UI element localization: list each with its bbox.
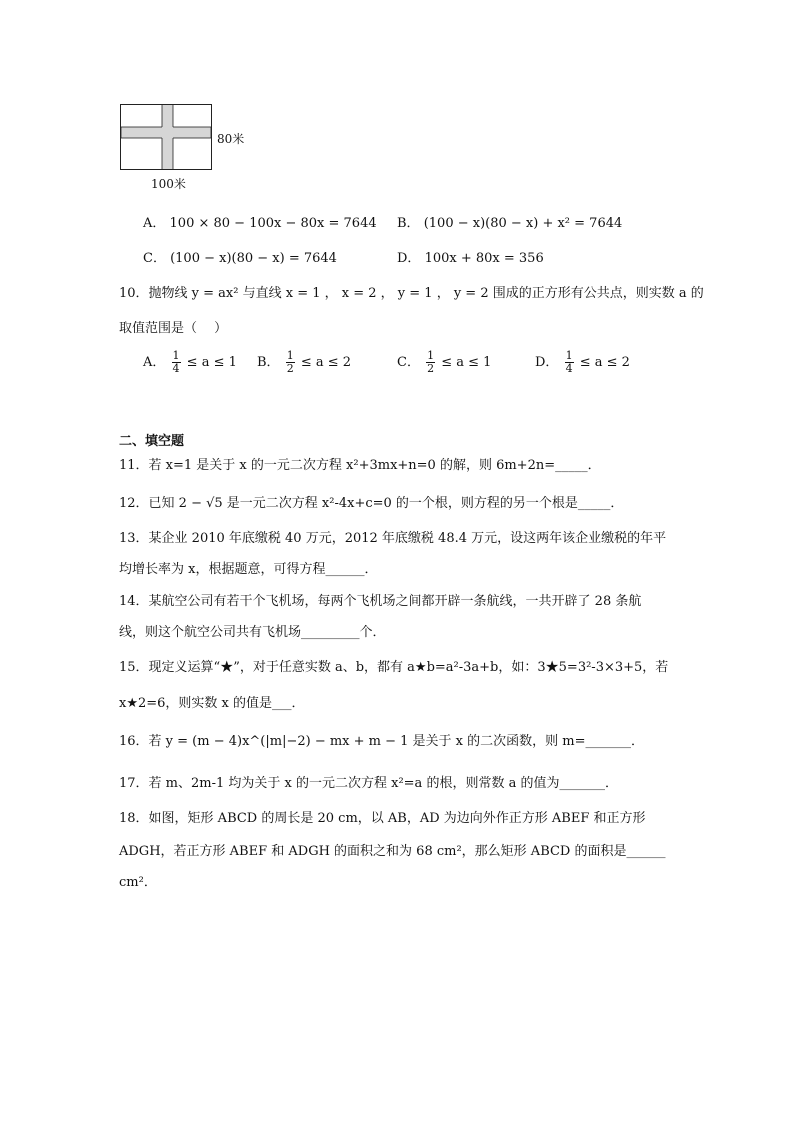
option-letter: C．	[143, 251, 166, 266]
q14-line2: 线，则这个航空公司共有飞机场_________个．	[119, 625, 386, 640]
option-expr: (100 − x)(80 − x) = 7644	[170, 251, 337, 266]
q10-option-c[interactable]	[397, 350, 491, 375]
q17-text: 17．若 m、2m-1 均为关于 x 的一元二次方程 x²=a 的根，则常数 a 的值为_______．	[119, 776, 618, 791]
denominator: 4	[565, 362, 573, 375]
q9-option-c[interactable]	[143, 247, 337, 266]
q11-text: 11．若 x=1 是关于 x 的一元二次方程 x²+3mx+n=0 的解，则 6m+2n=_____．	[119, 458, 601, 473]
q10-option-b[interactable]	[257, 350, 351, 375]
q18-line3: cm²．	[119, 875, 157, 890]
option-letter: A．	[143, 216, 166, 231]
figure-height-label: 80米	[217, 132, 245, 146]
fraction	[286, 350, 295, 375]
q10-option-a[interactable]	[143, 350, 237, 375]
option-expr: (100 − x)(80 − x) + x² = 7644	[423, 216, 623, 231]
option-expr: ≤ a ≤ 2	[300, 355, 352, 370]
option-letter: C．	[397, 355, 420, 370]
option-letter: D．	[397, 251, 421, 266]
numerator: 1	[565, 349, 573, 362]
q18-line2: ADGH，若正方形 ABEF 和 ADGH 的面积之和为 68 cm²，那么矩形 ABCD 的面积是______	[119, 844, 666, 859]
q9-option-b[interactable]	[397, 212, 622, 231]
denominator: 4	[172, 362, 180, 375]
q10-stem-line1: 10．抛物线 y = ax² 与直线 x = 1 ， x = 2 ， y = 1 ， y = 2 围成的正方形有公共点，则实数 a 的	[119, 286, 704, 301]
q15-line1: 15．现定义运算“★”，对于任意实数 a、b，都有 a★b=a²-3a+b，如：3★5=3²-3×3+5，若	[119, 660, 669, 675]
q13-line1: 13．某企业 2010 年底缴税 40 万元，2012 年底缴税 48.4 万元，设这两年该企业缴税的年平	[119, 531, 667, 546]
q13-line2: 均增长率为 x，根据题意，可得方程______．	[119, 562, 378, 577]
option-letter: B．	[257, 355, 280, 370]
q10-stem-line2: 取值范围是（ ）	[119, 321, 228, 336]
option-letter: A．	[143, 355, 166, 370]
denominator: 2	[427, 362, 435, 375]
option-expr: ≤ a ≤ 1	[441, 355, 492, 370]
option-letter: D．	[535, 355, 559, 370]
q16-text: 16．若 y = (m − 4)x^(|m|−2) − mx + m − 1 是关于 x 的二次函数，则 m=_______．	[119, 734, 645, 749]
denominator: 2	[286, 362, 294, 375]
rect-figure	[120, 104, 214, 176]
q14-line1: 14．某航空公司有若干个飞机场，每两个飞机场之间都开辟一条航线，一共开辟了 28 条航	[119, 594, 642, 609]
q9-option-d[interactable]	[397, 247, 544, 266]
section-title: 二、填空题	[119, 434, 185, 449]
fraction	[426, 350, 435, 375]
numerator: 1	[427, 349, 435, 362]
numerator: 1	[286, 349, 294, 362]
q15-line2: x★2=6，则实数 x 的值是___．	[119, 696, 305, 711]
fraction	[565, 350, 574, 375]
option-expr: 100 × 80 − 100x − 80x = 7644	[169, 216, 377, 231]
figure-width-label: 100米	[151, 177, 186, 191]
q10-option-d[interactable]	[535, 350, 630, 375]
q12-text: 12．已知 2 − √5 是一元二次方程 x²-4x+c=0 的一个根，则方程的另一个根是_____．	[119, 496, 624, 511]
rect-road-diagram	[120, 104, 214, 172]
option-expr: 100x + 80x = 356	[424, 251, 544, 266]
option-letter: B．	[397, 216, 420, 231]
numerator: 1	[172, 349, 180, 362]
fraction	[172, 350, 181, 375]
option-expr: ≤ a ≤ 2	[579, 355, 630, 370]
q18-line1: 18．如图，矩形 ABCD 的周长是 20 cm，以 AB，AD 为边向外作正方形 ABEF 和正方形	[119, 811, 646, 826]
option-expr: ≤ a ≤ 1	[186, 355, 237, 370]
q9-option-a[interactable]	[143, 212, 377, 231]
